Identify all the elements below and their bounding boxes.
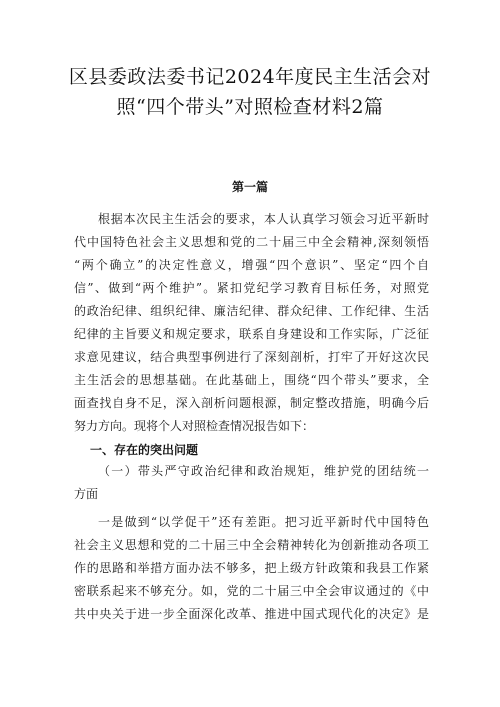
body-line: 密联系起来不够充分。如，党的二十届三中全会审议通过的《中 (74, 584, 429, 598)
intro-line: 的政治纪律、组织纪律、廉洁纪律、群众纪律、工作纪律、生活 (74, 304, 429, 318)
subsection-heading-line: 方面 (74, 487, 99, 501)
intro-line: 信”、做到“两个维护”。紧扣党纪学习教育目标任务，对照党 (74, 281, 429, 295)
intro-line: 代中国特色社会主义思想和党的二十届三中全会精神,深刻领悟 (74, 235, 429, 249)
intro-line: “两个确立”的决定性意义，增强“四个意识”、坚定“四个自 (74, 258, 429, 272)
intro-line: 主生活会的思想基础。在此基础上，围绕“四个带头”要求，全 (74, 373, 429, 387)
intro-line: 根据本次民主生活会的要求，本人认真学习领会习近平新时 (98, 212, 429, 226)
body-line: 共中央关于进一步全面深化改革、推进中国式现代化的决定》是 (74, 607, 429, 621)
intro-line: 面查找自身不足，深入剖析问题根源，制定整改措施，明确今后 (74, 396, 429, 410)
document-title-line-1: 区县委政法委书记2024年度民主生活会对 (68, 66, 432, 88)
intro-line: 努力方向。现将个人对照检查情况报告如下： (74, 419, 315, 433)
document-title-line-2: 照“四个带头”对照检查材料2篇 (116, 96, 384, 118)
body-line: 一是做到“以学促干”还有差距。把习近平新时代中国特色 (98, 515, 429, 529)
section-heading: 一、存在的突出问题 (90, 443, 199, 457)
intro-line: 求意见建议，结合典型事例进行了深刻剖析，打牢了开好这次民 (74, 350, 429, 364)
subsection-heading-line: （一）带头严守政治纪律和政治规矩，维护党的团结统一 (98, 464, 429, 478)
section-subtitle: 第一篇 (231, 180, 268, 194)
intro-line: 纪律的主旨要义和规定要求，联系自身建设和工作实际，广泛征 (74, 327, 429, 341)
body-line: 社会主义思想和党的二十届三中全会精神转化为创新推动各项工 (74, 538, 429, 552)
body-line: 作的思路和举措方面办法不够多，把上级方针政策和我县工作紧 (74, 561, 429, 575)
